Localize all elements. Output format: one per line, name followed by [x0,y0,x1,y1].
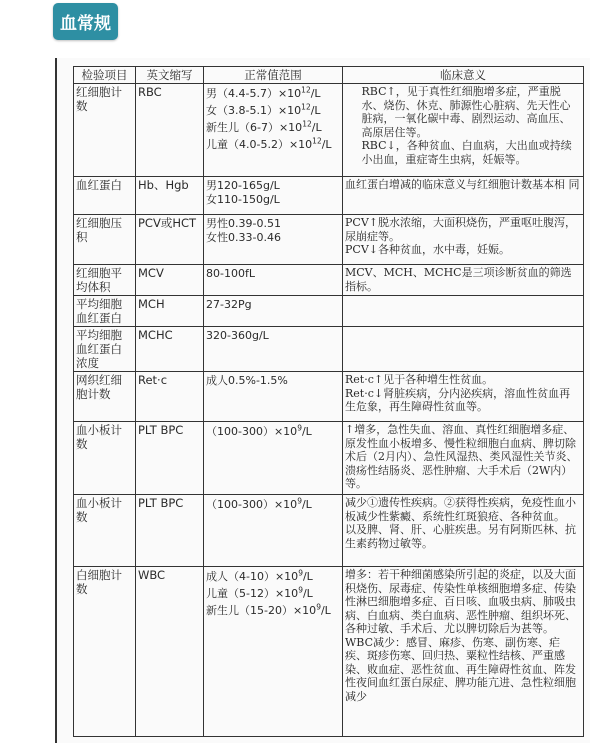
normal-range-cell [204,84,343,177]
normal-range-cell [204,327,343,372]
range-exponent: 12 [301,102,311,112]
table-row [74,422,584,495]
table-row [74,372,584,422]
clinical-significance-cell [343,567,584,737]
range-exponent: 12 [301,85,311,95]
test-name-cell: 红细胞计数 [74,84,136,177]
table-row [74,296,584,327]
significance-paragraph: WBC减少：感冒、麻疹、伤寒、副伤寒、疟疾、斑疹伤寒、回归热、粟粒性结核、严重感染、败血症、恶性贫血、再生障碍性贫血、阵发性夜间血红蛋白尿症、脾功能亢进、急性粒细胞减少 [345,635,576,703]
normal-range-cell [204,495,343,567]
range-exponent: 9 [297,496,302,506]
significance-paragraph: 增多：若干种细菌感染所引起的炎症，以及大面积烧伤、尿毒症、传染性单核细胞增多症、传染性淋巴细胞增多症、百日咳、血吸虫病、肺吸虫病、白血病、类白血病、恶性肿瘤、组织坏死、各种过敏、手术后、尤以脾切除后为甚等。 [345,568,576,635]
significance-paragraph: Ret·c↓肾脏疾病，分内泌疾病，溶血性贫血再生危象，再生障碍性贫血等。 [345,386,571,413]
section-title: 血常规 [60,14,111,34]
significance-paragraph: 减少①遗传性疾病。②获得性疾病，免疫性血小板减少性紫癜、系统性红斑狼疮、各种贫血。 [345,496,576,523]
test-name-cell: 血小板计数 [74,422,136,495]
significance-paragraph: Ret·c↑见于各种增生性贫血。 [345,373,494,386]
test-name-cell: 血小板计数 [74,495,136,567]
clinical-significance-cell [343,265,584,296]
range-line: 女110-150g/L [206,193,280,206]
range-line: $(100-300)\times 10^9/L$ [206,496,312,511]
header-test-item: 检验项目 [74,67,136,84]
range-line: 儿童$(5-12)\times 10^9/L$ [206,585,313,600]
range-line: 80-100fL [206,267,255,280]
clinical-significance-cell [343,215,584,265]
document-scan [55,58,590,743]
abbreviation-cell: MCHC [136,327,204,372]
clinical-significance-cell [343,422,584,495]
normal-range-cell [204,215,343,265]
significance-paragraph: RBC↓，各种贫血、白血病，大出血或持续小出血，重症寄生虫病，妊娠等。 [361,139,572,166]
range-line: 成人$(4-10)\times 10^9/L$ [206,568,313,583]
significance-paragraph: MCV、MCH、MCHC是三项诊断贫血的筛选指标。 [345,266,572,293]
abbreviation-cell: PCV或HCT [136,215,204,265]
range-line: 新生儿$(15-20)\times 10^9/L$ [206,602,331,617]
significance-paragraph: 以及脾、肾、肝、心脏疾患。另有阿斯匹林、抗生素药物过敏等。 [345,523,576,550]
abbreviation-cell: MCV [136,265,204,296]
test-name-cell: 网织红细胞计数 [74,372,136,422]
header-normal-range: 正常值范围 [204,67,343,84]
range-exponent: 9 [298,585,303,595]
table-row [74,265,584,296]
range-exponent: 12 [312,136,322,146]
range-exponent: 12 [302,119,312,129]
abbreviation-cell: MCH [136,296,204,327]
range-line: 成人0.5%-1.5% [206,374,288,387]
range-exponent: 9 [298,568,303,578]
table-row [74,495,584,567]
abbreviation-cell: PLT BPC [136,422,204,495]
abbreviation-cell: PLT BPC [136,495,204,567]
test-name-cell: 红细胞压积 [74,215,136,265]
table-row [74,177,584,215]
significance-paragraph: ↑增多，急性失血、溶血、真性红细胞增多症、原发性血小板增多、慢性粒细胞白血病、脾切除术后（2月内）、急性风湿热、类风湿性关节炎、溃疡性结肠炎、恶性肿瘤、大手术后（2W内）等。 [345,423,578,490]
abbreviation-cell: Hb、Hgb [136,177,204,215]
range-line: 320-360g/L [206,329,269,342]
table-header-row [74,67,584,84]
header-clinical-significance: 临床意义 [343,67,584,84]
header-abbreviation: 英文缩写 [136,67,204,84]
abbreviation-cell: RBC [136,84,204,177]
section-title-badge [53,3,118,40]
test-name-cell: 红细胞平均体积 [74,265,136,296]
normal-range-cell [204,177,343,215]
clinical-significance-cell [343,177,584,215]
significance-paragraph: PCV↑脱水浓缩，大面积烧伤，严重呕吐腹泻，尿崩症等。 [345,216,576,243]
range-line: $(100-300)\times 10^9/L$ [206,423,312,438]
range-line: 27-32Pg [206,298,252,311]
test-name-cell: 血红蛋白 [74,177,136,215]
table-row [74,84,584,177]
significance-paragraph: RBC↑，见于真性红细胞增多症，严重脱水、烧伤、休克、肺源性心脏病、先天性心脏病，一氧化碳中毒、剧烈运动、高血压、高原居住等。 [361,85,571,139]
normal-range-cell [204,296,343,327]
clinical-significance-cell [343,296,584,327]
range-line: 新生儿$(6-7)\times 10^{12}/L$ [206,119,322,134]
range-line: 女性0.33-0.46 [206,231,281,244]
normal-range-cell [204,422,343,495]
normal-range-cell [204,372,343,422]
table-row [74,567,584,737]
significance-paragraph: 血红蛋白增减的临床意义与红细胞计数基本相 同 [345,178,580,191]
range-line: 儿童$(4.0-5.2)\times 10^{12}/L$ [206,136,332,151]
clinical-significance-cell [343,327,584,372]
clinical-significance-cell [343,84,584,177]
range-line: 男120-165g/L [206,179,280,192]
range-line: 男性0.39-0.51 [206,217,281,230]
normal-range-cell [204,265,343,296]
test-name-cell: 平均细胞血红蛋白浓度 [74,327,136,372]
range-exponent: 9 [297,423,302,433]
clinical-significance-cell [343,372,584,422]
range-line: 男$(4.4-5.7)\times 10^{12}/L$ [206,85,321,100]
blood-test-table [73,66,584,737]
normal-range-cell [204,567,343,737]
range-line: 女$(3.8-5.1)\times 10^{12}/L$ [206,102,321,117]
clinical-significance-cell [343,495,584,567]
test-name-cell: 白细胞计数 [74,567,136,737]
abbreviation-cell: Ret·c [136,372,204,422]
significance-paragraph: PCV↓各种贫血，水中毒，妊娠。 [345,243,510,256]
test-name-cell: 平均细胞血红蛋白 [74,296,136,327]
table-row [74,215,584,265]
abbreviation-cell: WBC [136,567,204,737]
range-exponent: 9 [316,602,321,612]
table-row [74,327,584,372]
